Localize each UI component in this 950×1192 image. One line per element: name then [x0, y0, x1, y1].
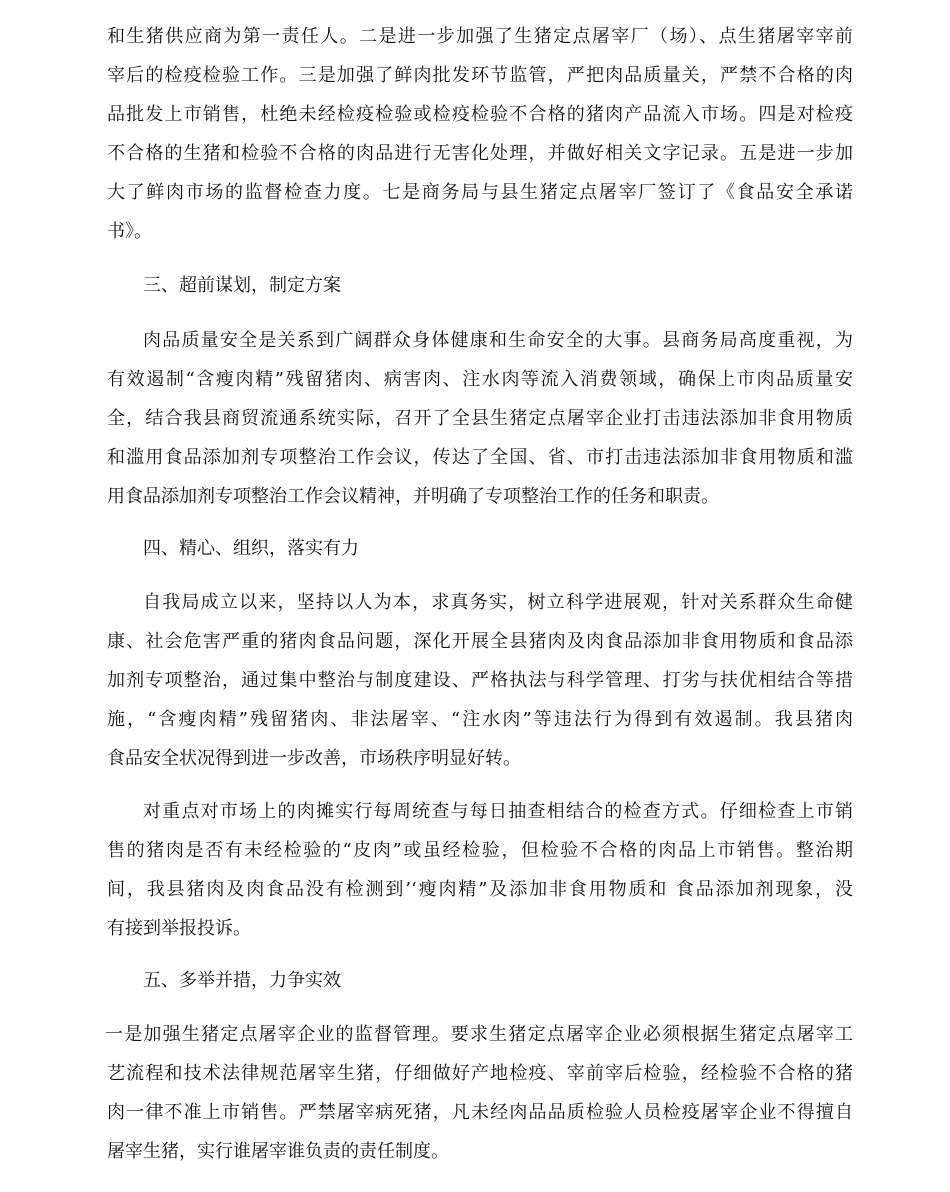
paragraph-line: 间，我县猪肉及肉食品没有检测到’‘瘦肉精”及添加非食用物质和 食品添加剂现象，没	[107, 879, 853, 900]
paragraph-line: 有接到举报投诉。	[107, 918, 251, 939]
paragraph-line: 售的猪肉是否有未经检验的“皮肉”或虽经检验，但检验不合格的肉品上市销售。整治期	[107, 840, 853, 861]
section-heading: 四、精心、组织，落实有力	[143, 538, 359, 559]
paragraph-line: 食品安全状况得到进一步改善，市场秩序明显好转。	[107, 748, 521, 769]
section-heading: 五、多举并措，力争实效	[143, 970, 341, 991]
section-heading: 三、超前谋划，制定方案	[143, 275, 341, 296]
paragraph-line: 和滥用食品添加剂专项整治工作会议，传达了全国、省、市打击违法添加非食用物质和滥	[107, 447, 853, 468]
paragraph-line: 宰后的检疫检验工作。三是加强了鲜肉批发环节监管，严把肉品质量关，严禁不合格的肉	[107, 65, 853, 86]
paragraph-line: 和生猪供应商为第一责任人。二是进一步加强了生猪定点屠宰厂（场）、点生猪屠宰宰前	[107, 26, 853, 47]
paragraph-line: 自我局成立以来，坚持以人为本，求真务实，树立科学进展观，针对关系群众生命健	[143, 592, 853, 613]
paragraph-line: 施，“含瘦肉精”残留猪肉、非法屠宰、“注水肉”等违法行为得到有效遏制。我县猪肉	[107, 709, 853, 730]
paragraph-line: 书》。	[107, 221, 152, 242]
paragraph-line: 一是加强生猪定点屠宰企业的监督管理。要求生猪定点屠宰企业必须根据生猪定点屠宰工	[105, 1024, 853, 1045]
paragraph-line: 对重点对市场上的肉摊实行每周统查与每日抽查相结合的检查方式。仔细检查上市销	[143, 801, 853, 822]
paragraph-line: 有效遏制“含瘦肉精”残留猪肉、病害肉、注水肉等流入消费领域，确保上市肉品质量安	[107, 369, 853, 390]
paragraph-line: 肉品质量安全是关系到广阔群众身体健康和生命安全的大事。县商务局高度重视，为	[143, 330, 853, 351]
paragraph-line: 肉一律不准上市销售。严禁屠宰病死猪，凡未经肉品品质检验人员检疫屠宰企业不得擅自	[107, 1102, 853, 1123]
paragraph-line: 品批发上市销售，杜绝未经检疫检验或检疫检验不合格的猪肉产品流入市场。四是对检疫	[107, 104, 853, 125]
paragraph-line: 大了鲜肉市场的监督检查力度。七是商务局与县生猪定点屠宰厂签订了《食品安全承诺	[107, 182, 853, 203]
paragraph-line: 康、社会危害严重的猪肉食品问题，深化开展全县猪肉及肉食品添加非食用物质和食品添	[107, 631, 853, 652]
paragraph-line: 用食品添加剂专项整治工作会议精神，并明确了专项整治工作的任务和职责。	[107, 486, 719, 507]
paragraph-line: 全，结合我县商贸流通系统实际，召开了全县生猪定点屠宰企业打击违法添加非食用物质	[107, 408, 853, 429]
paragraph-line: 不合格的生猪和检验不合格的肉品进行无害化处理，并做好相关文字记录。五是进一步加	[107, 143, 853, 164]
paragraph-line: 屠宰生猪，实行谁屠宰谁负责的责任制度。	[107, 1141, 449, 1162]
paragraph-line: 加剂专项整治，通过集中整治与制度建设、严格执法与科学管理、打劣与扶优相结合等措	[107, 670, 853, 691]
paragraph-line: 艺流程和技术法律规范屠宰生猪，仔细做好产地检疫、宰前宰后检验，经检验不合格的猪	[107, 1063, 853, 1084]
